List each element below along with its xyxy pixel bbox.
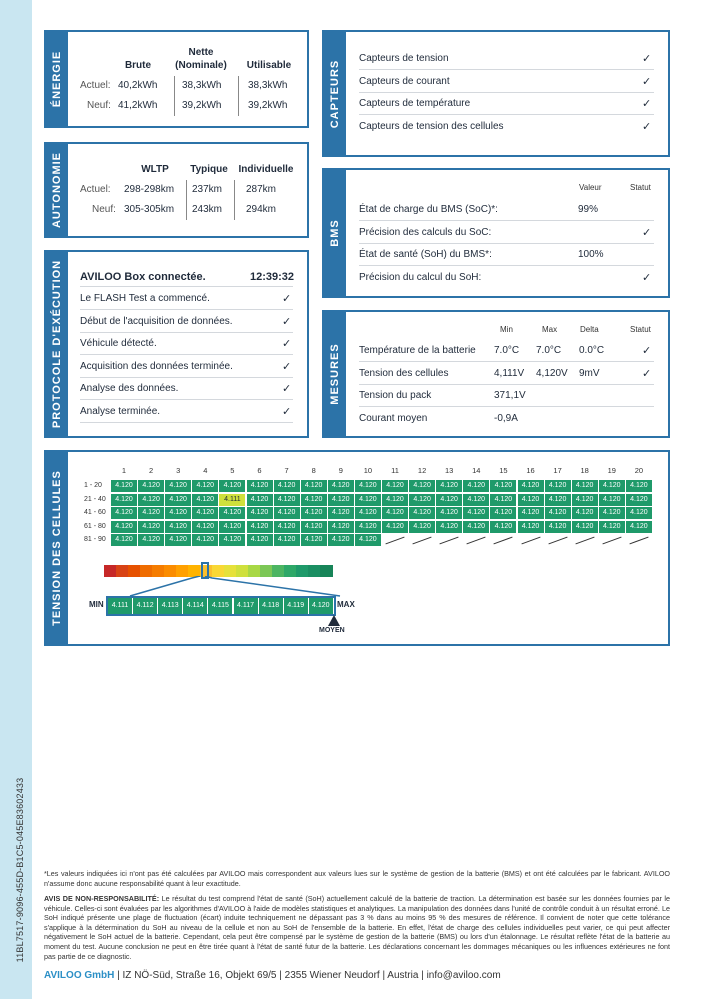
cell-voltage: 4.120	[355, 507, 381, 519]
mesure-row-label: Courant moyen	[359, 413, 428, 425]
bms-row-label: Précision des calculs du SoC:	[359, 226, 492, 238]
disclaimer-title: AVIS DE NON-RESPONSABILITÉ:	[44, 894, 160, 903]
empty-cell-slash	[521, 537, 540, 545]
mesure-row-min: -0,9A	[494, 413, 518, 425]
cell-column-label: 15	[499, 466, 508, 475]
protocole-step-label: Le FLASH Test a commencé.	[80, 293, 210, 304]
check-icon: ✓	[282, 315, 292, 328]
cell-voltage: 4.111	[219, 494, 245, 506]
cell-column-label: 2	[149, 466, 154, 475]
protocole-time: 12:39:32	[250, 271, 295, 283]
capteur-label: Capteurs de courant	[359, 75, 450, 87]
cell-voltage: 4.120	[301, 494, 327, 506]
cell-voltage: 4.120	[572, 507, 598, 519]
check-icon: ✓	[642, 53, 652, 65]
energie-header-brute: Brute	[124, 60, 152, 71]
cell-voltage: 4.120	[138, 507, 164, 519]
capteur-label: Capteurs de température	[359, 98, 471, 109]
energie-header-utilisable: Utilisable	[246, 60, 292, 71]
cell-voltage: 4.120	[382, 494, 408, 506]
cell-voltage: 4.120	[545, 507, 571, 519]
cell-voltage: 4.120	[463, 494, 489, 506]
empty-cell-slash	[575, 537, 594, 545]
capteur-label: Capteurs de tension	[359, 53, 449, 64]
mesure-row-delta: 9mV	[579, 367, 600, 379]
cell-column-label: 10	[363, 466, 373, 475]
cell-voltage: 4.120	[111, 507, 137, 519]
cell-voltage: 4.120	[626, 494, 652, 506]
protocole-panel	[44, 250, 309, 438]
divider	[80, 354, 293, 355]
cell-voltage: 4.120	[138, 494, 164, 506]
divider	[80, 377, 293, 378]
autonomie-actuel-individuelle: 287km	[246, 184, 277, 195]
cell-voltage: 4.120	[274, 534, 300, 546]
empty-cell-slash	[494, 537, 513, 545]
cell-voltage: 4.120	[192, 480, 218, 492]
cell-column-label: 7	[284, 466, 289, 475]
divider	[80, 332, 293, 333]
cell-voltage: 4.120	[490, 507, 516, 519]
cell-voltage: 4.120	[328, 534, 354, 546]
energie-neuf-label: Neuf:	[87, 100, 111, 111]
check-icon: ✓	[642, 75, 652, 88]
document-id-text: 11BL7517-9096-455D-B1C5-045E83602433	[15, 777, 25, 963]
document-id	[0, 760, 40, 980]
autonomie-neuf-typique: 243km	[192, 204, 223, 215]
protocole-step-label: Début de l'acquisition de données.	[80, 315, 233, 327]
cell-voltage: 4.120	[165, 494, 191, 506]
divider	[359, 114, 654, 115]
cell-voltage: 4.120	[165, 521, 191, 533]
energie-panel	[44, 30, 309, 128]
capteur-label: Capteurs de tension des cellules	[359, 120, 504, 132]
cell-voltage: 4.120	[301, 507, 327, 519]
cell-column-label: 16	[526, 466, 535, 475]
scale-value: 4.119	[284, 598, 309, 614]
divider	[80, 309, 293, 310]
cell-voltage: 4.120	[436, 480, 462, 492]
disclaimer-note: *Les valeurs indiquées ici n'ont pas été calculées par AVILOO mais correspondent aux valeurs lues sur le système de gestion de la batterie (BMS) et ont été calculées par le fabricant. AVILOO n'assume donc aucune responsabilité quant à leur exactitude.	[44, 869, 670, 888]
divider	[359, 384, 654, 385]
bms-tab: BMS	[324, 170, 346, 296]
cell-voltage: 4.120	[355, 521, 381, 533]
cell-voltage: 4.120	[599, 494, 625, 506]
bms-row-label: État de santé (SoH) du BMS*:	[359, 249, 492, 260]
check-icon: ✓	[642, 345, 652, 357]
cell-voltage: 4.120	[545, 521, 571, 533]
cell-voltage: 4.120	[165, 480, 191, 492]
check-icon: ✓	[282, 406, 292, 418]
autonomie-actuel-typique: 237km	[192, 184, 223, 195]
cell-voltage: 4.120	[219, 521, 245, 533]
mesures-header-max: Max	[542, 325, 558, 334]
autonomie-neuf-individuelle: 294km	[246, 204, 277, 215]
divider	[174, 76, 175, 116]
check-icon: ✓	[642, 120, 652, 133]
empty-cell-slash	[548, 537, 567, 545]
cell-voltage: 4.120	[626, 507, 652, 519]
mesure-row-max: 7.0°C	[536, 345, 562, 356]
energie-neuf-nette: 39,2kWh	[182, 100, 222, 111]
cell-voltage: 4.120	[111, 534, 137, 546]
cell-voltage: 4.120	[192, 494, 218, 506]
cell-column-label: 11	[391, 466, 399, 475]
bms-row-value: 100%	[578, 249, 604, 260]
cell-voltage: 4.120	[247, 480, 273, 492]
scale-value: 4.113	[158, 598, 183, 614]
cell-column-label: 4	[203, 466, 208, 475]
cell-voltage: 4.120	[382, 480, 408, 492]
cell-voltage: 4.120	[518, 494, 544, 506]
check-icon: ✓	[642, 271, 652, 284]
cell-voltage: 4.120	[328, 480, 354, 492]
scale-value: 4.112	[133, 598, 158, 614]
cell-voltage: 4.120	[409, 521, 435, 533]
cell-voltage: 4.120	[409, 507, 435, 519]
autonomie-header-typique: Typique	[190, 164, 228, 175]
cell-voltage: 4.120	[572, 494, 598, 506]
cell-column-label: 12	[417, 466, 427, 475]
energie-actuel-nette: 38,3kWh	[182, 80, 222, 91]
cell-voltage: 4.120	[490, 480, 516, 492]
cell-voltage: 4.120	[355, 480, 381, 492]
empty-cell-slash	[629, 537, 648, 545]
energie-neuf-utilisable: 39,2kWh	[248, 100, 288, 111]
check-icon: ✓	[282, 360, 292, 373]
cell-column-label: 1	[121, 466, 127, 475]
cell-voltage: 4.120	[301, 521, 327, 533]
divider	[234, 180, 235, 220]
cell-voltage: 4.120	[328, 494, 354, 506]
cell-column-label: 3	[176, 466, 181, 475]
divider	[359, 406, 654, 407]
mesure-row-delta: 0.0°C	[579, 345, 605, 356]
cell-voltage: 4.120	[463, 521, 489, 533]
mesure-row-min: 371,1V	[494, 390, 526, 402]
cell-voltage: 4.120	[301, 534, 327, 546]
cell-voltage: 4.120	[138, 480, 164, 492]
divider	[359, 265, 654, 266]
voltage-scale	[106, 596, 336, 616]
mesures-tab: MESURES	[324, 312, 346, 436]
scale-value: 4.117	[234, 598, 259, 614]
divider	[80, 286, 293, 287]
cell-voltage: 4.120	[382, 507, 408, 519]
cell-voltage: 4.120	[436, 507, 462, 519]
footer-address: | IZ NÖ-Süd, Straße 16, Objekt 69/5 | 2355 Wiener Neudorf | Austria | info@aviloo.com	[114, 970, 501, 981]
mesure-row-max: 4,120V	[536, 367, 568, 379]
cell-column-label: 19	[607, 466, 616, 475]
cell-voltage: 4.120	[165, 507, 191, 519]
bms-header-valeur: Valeur	[579, 183, 602, 192]
cell-voltage: 4.120	[599, 521, 625, 533]
divider	[359, 220, 654, 221]
cell-voltage: 4.120	[436, 521, 462, 533]
autonomie-header-individuelle: Individuelle	[238, 164, 294, 175]
energie-actuel-brute: 40,2kWh	[118, 80, 158, 91]
bms-row-value: 99%	[578, 204, 599, 215]
cellules-tab: TENSION DES CELLULES	[46, 452, 68, 644]
empty-cell-slash	[385, 537, 404, 545]
energie-tab: ÉNERGIE	[46, 32, 68, 126]
zoom-connector	[86, 576, 386, 598]
protocole-step-label: Analyse des données.	[80, 383, 179, 395]
footer-company: AVILOO GmbH	[44, 970, 115, 981]
scale-max-label: MAX	[337, 600, 355, 609]
autonomie-tab: AUTONOMIE	[46, 144, 68, 236]
cell-voltage: 4.120	[138, 534, 164, 546]
capteurs-panel	[322, 30, 670, 157]
footer	[44, 970, 501, 981]
cell-voltage: 4.120	[626, 521, 652, 533]
cell-voltage: 4.120	[111, 521, 137, 533]
scale-value: 4.118	[259, 598, 284, 614]
cell-voltage: 4.120	[572, 480, 598, 492]
disclaimer-block	[44, 894, 670, 961]
protocole-step-label: Analyse terminée.	[80, 406, 161, 417]
gradient-marker	[201, 562, 209, 579]
autonomie-actuel-wltp: 298-298km	[124, 184, 175, 195]
empty-cell-slash	[602, 537, 621, 545]
protocole-title: AVILOO Box connectée.	[80, 271, 206, 283]
cell-voltage: 4.120	[247, 534, 273, 546]
energie-header-nominale: (Nominale)	[175, 60, 227, 71]
autonomie-header-wltp: WLTP	[141, 164, 169, 175]
bms-row-label: État de charge du BMS (SoC)*:	[359, 204, 498, 215]
disclaimer-text: Le résultat du test comprend l'état de santé (SoH) actuellement calculé de la batterie de traction. La détermination est basée sur les données fournies par le véhicule. Celles-ci sont évaluées par les algorithmes d'AVILOO à l'aide de modèles statistiques et analytiques. La manipulation des données dans l'unité de contrôle conduit à un résultat erroné. Le SoH indiqué présente une plage de fluctuation (écart) induite techniquement ne dépassant pas 3 % dans au moins 95 % des mesures de référence. Il convient de noter que cette tolérance s'applique à la détermination du SoH au niveau de la cellule et non au SoH de l'ensemble de la batterie. En effet, l'état de charge des cellules individuelles peut varier, ce qui peut affecter négativement le SoH actuel de la batterie. Cependant, cela peut être compensé par le système de gestion de la batterie (BMS) ou lors d'un étalonnage. Le résultat reflète l'état de la batterie au moment du test. Aucune conclusion ne peut en être tirée quant à l'état de santé futur de la batterie. Les déclarations concernant les dommages mécaniques ou les influences extérieures ne font pas partie de ce diagnostic.	[44, 894, 671, 961]
autonomie-neuf-label: Neuf:	[92, 204, 116, 215]
cell-voltage: 4.120	[247, 507, 273, 519]
cell-voltage: 4.120	[192, 534, 218, 546]
cellules-panel	[44, 450, 670, 646]
cell-voltage: 4.120	[518, 521, 544, 533]
cell-voltage: 4.120	[301, 480, 327, 492]
cell-voltage: 4.120	[355, 534, 381, 546]
cell-voltage: 4.120	[247, 521, 273, 533]
cell-voltage: 4.120	[490, 494, 516, 506]
cell-voltage: 4.120	[165, 534, 191, 546]
cell-row-label: 61 - 80	[84, 522, 106, 530]
divider	[359, 243, 654, 244]
mesure-row-label: Tension des cellules	[359, 367, 449, 379]
scale-value: 4.111	[108, 598, 133, 614]
cell-voltage: 4.120	[219, 507, 245, 519]
empty-cell-slash	[440, 537, 459, 545]
cell-column-label: 8	[311, 466, 316, 475]
cell-voltage: 4.120	[626, 480, 652, 492]
mesure-row-min: 4,111V	[494, 367, 525, 379]
cell-voltage: 4.120	[355, 494, 381, 506]
cell-voltage: 4.120	[274, 480, 300, 492]
empty-cell-slash	[413, 537, 432, 545]
check-icon: ✓	[642, 98, 652, 110]
mesures-header-statut: Statut	[630, 325, 651, 334]
energie-header-nette: Nette	[188, 47, 214, 58]
mesure-row-label: Tension du pack	[359, 390, 432, 402]
cell-column-label: 20	[634, 466, 644, 475]
divider	[359, 92, 654, 93]
cell-voltage: 4.120	[219, 534, 245, 546]
autonomie-panel	[44, 142, 309, 238]
mesure-row-min: 7.0°C	[494, 345, 520, 356]
mesures-header-delta: Delta	[580, 325, 599, 334]
cell-voltage: 4.120	[599, 480, 625, 492]
check-icon: ✓	[642, 226, 652, 239]
cell-voltage: 4.120	[409, 494, 435, 506]
cell-voltage: 4.120	[138, 521, 164, 533]
check-icon: ✓	[282, 383, 292, 396]
moyen-arrow-icon	[328, 615, 340, 626]
cell-voltage: 4.120	[111, 494, 137, 506]
cell-row-label: 81 - 90	[84, 536, 106, 544]
cell-column-label: 13	[445, 466, 454, 475]
cell-voltage: 4.120	[436, 494, 462, 506]
cell-row-label: 1 - 20	[84, 482, 102, 489]
protocole-step-label: Véhicule détecté.	[80, 338, 157, 350]
cell-column-label: 6	[257, 466, 262, 475]
cell-column-label: 9	[338, 466, 343, 475]
mesure-row-label: Température de la batterie	[359, 345, 476, 356]
cell-voltage: 4.120	[518, 480, 544, 492]
cell-voltage: 4.120	[328, 521, 354, 533]
cell-voltage: 4.120	[545, 494, 571, 506]
cell-row-label: 41 - 60	[84, 509, 106, 517]
cell-column-label: 18	[580, 466, 589, 475]
protocole-step-label: Acquisition des données terminée.	[80, 360, 233, 372]
scale-value: 4.115	[208, 598, 233, 614]
energie-neuf-brute: 41,2kWh	[118, 100, 158, 111]
cell-voltage: 4.120	[572, 521, 598, 533]
cell-column-label: 14	[472, 466, 481, 475]
scale-value: 4.114	[183, 598, 208, 614]
cell-voltage: 4.120	[219, 480, 245, 492]
bms-panel	[322, 168, 670, 298]
cell-row-label: 21 - 40	[84, 495, 106, 503]
divider	[80, 399, 293, 400]
cell-voltage: 4.120	[382, 521, 408, 533]
bms-row-label: Précision du calcul du SoH:	[359, 271, 482, 283]
check-icon: ✓	[642, 367, 652, 380]
cell-voltage: 4.120	[192, 521, 218, 533]
divider	[186, 180, 187, 220]
empty-cell-slash	[467, 537, 486, 545]
cell-voltage: 4.120	[111, 480, 137, 492]
cell-voltage: 4.120	[192, 507, 218, 519]
cell-voltage: 4.120	[274, 507, 300, 519]
divider	[80, 422, 293, 423]
divider	[359, 69, 654, 70]
cell-column-label: 5	[230, 466, 235, 475]
moyen-label: MOYEN	[319, 627, 345, 634]
cell-voltage: 4.120	[490, 521, 516, 533]
cell-voltage: 4.120	[274, 494, 300, 506]
capteurs-tab: CAPTEURS	[324, 32, 346, 155]
bms-header-statut: Statut	[630, 183, 651, 192]
protocole-tab: PROTOCOLE D'EXÉCUTION	[46, 252, 68, 436]
cell-voltage: 4.120	[328, 507, 354, 519]
mesures-panel	[322, 310, 670, 438]
check-icon: ✓	[282, 293, 292, 305]
cell-voltage: 4.120	[247, 494, 273, 506]
autonomie-neuf-wltp: 305-305km	[124, 204, 175, 215]
cell-voltage: 4.120	[463, 507, 489, 519]
energie-actuel-label: Actuel:	[80, 80, 111, 91]
cell-voltage: 4.120	[518, 507, 544, 519]
autonomie-actuel-label: Actuel:	[80, 184, 111, 195]
scale-value: 4.120	[309, 598, 334, 614]
cell-column-label: 17	[553, 466, 562, 475]
cell-voltage: 4.120	[274, 521, 300, 533]
divider	[238, 76, 239, 116]
cell-voltage: 4.120	[409, 480, 435, 492]
check-icon: ✓	[282, 338, 292, 351]
mesures-header-min: Min	[500, 325, 513, 334]
cell-voltage: 4.120	[599, 507, 625, 519]
scale-min-label: MIN	[89, 600, 104, 609]
cell-voltage: 4.120	[545, 480, 571, 492]
cell-voltage: 4.120	[463, 480, 489, 492]
divider	[359, 361, 654, 362]
energie-actuel-utilisable: 38,3kWh	[248, 80, 288, 91]
